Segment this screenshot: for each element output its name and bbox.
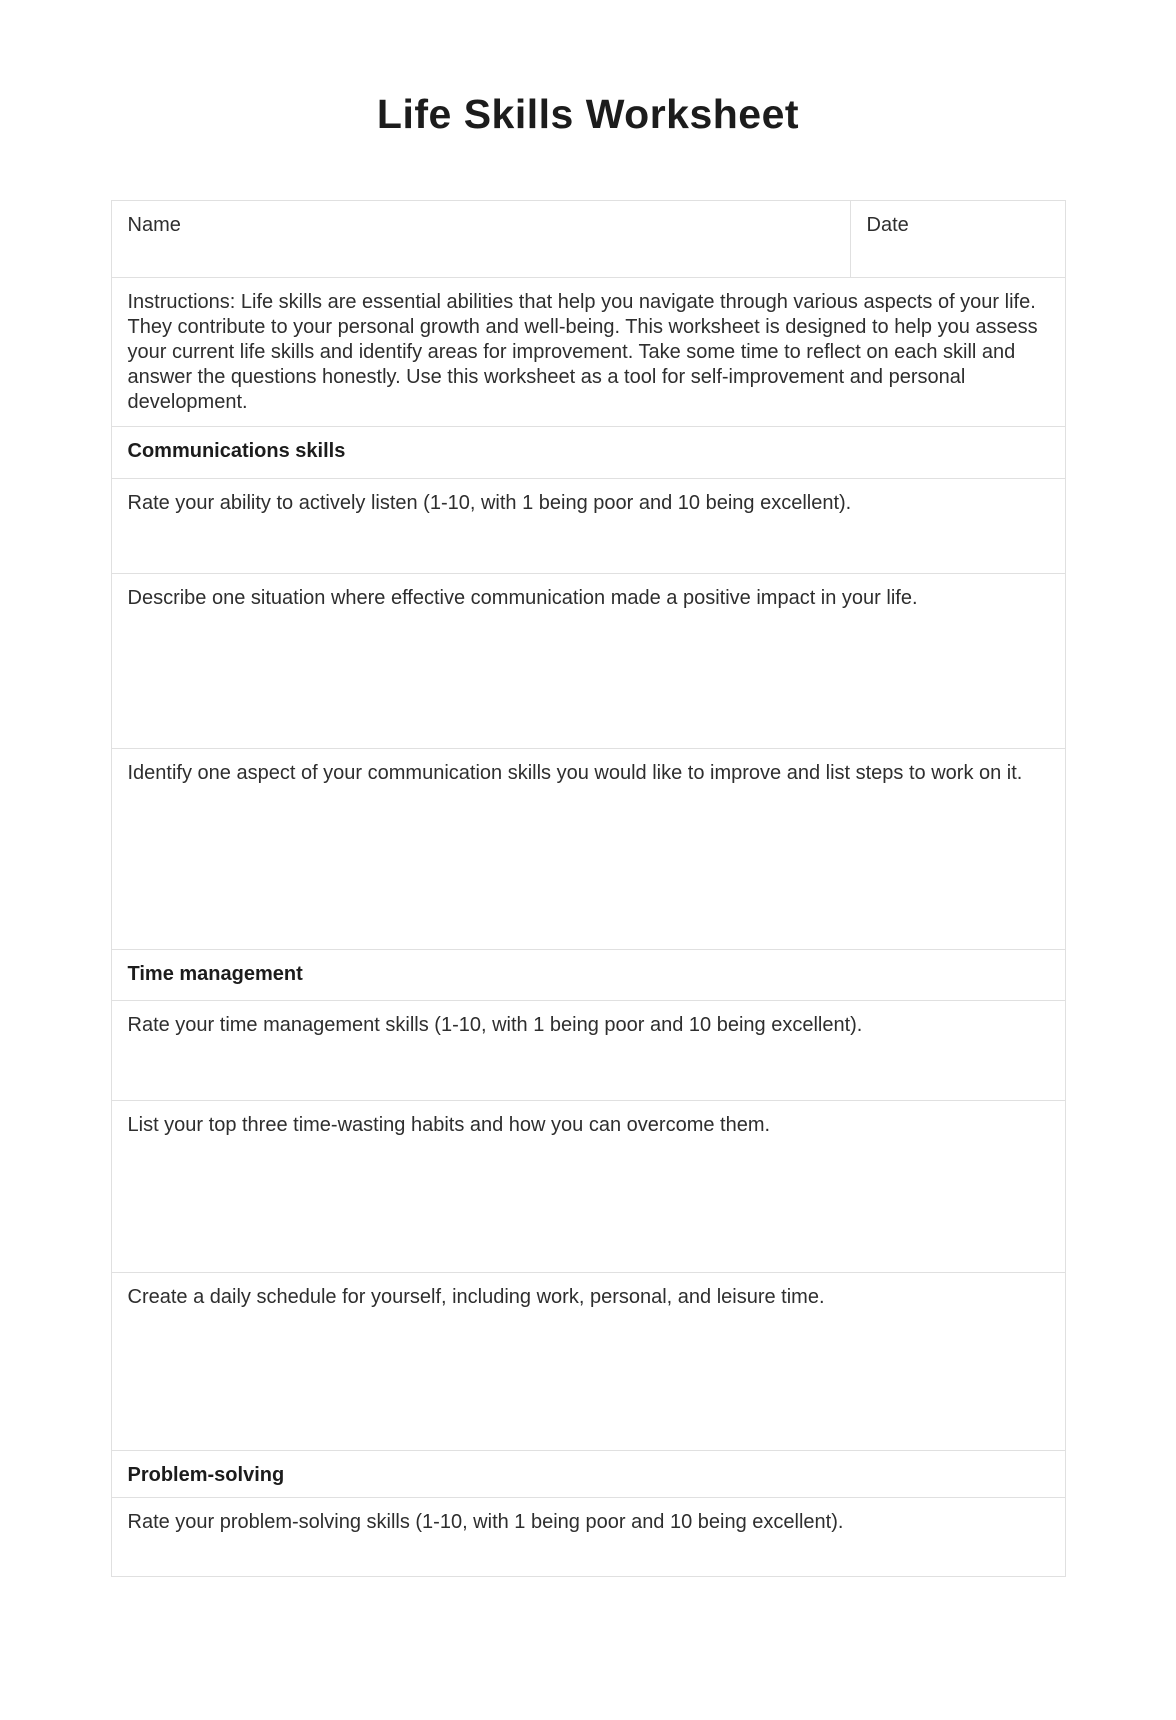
question-row-communication-improve	[112, 749, 1065, 950]
section-header-time-management	[112, 950, 1065, 1001]
answer-space[interactable]	[128, 1310, 1049, 1438]
question-text: Describe one situation where effective communication made a positive impact in your life.	[127, 587, 918, 609]
question-text: List your top three time-wasting habits and how you can overcome them.	[127, 1114, 771, 1136]
name-label: Name	[127, 214, 181, 236]
question-text: Rate your problem-solving skills (1-10, with 1 being poor and 10 being excellent).	[127, 1511, 844, 1533]
question-text: Rate your time management skills (1-10, with 1 being poor and 10 being excellent).	[127, 1014, 863, 1036]
answer-space[interactable]	[128, 611, 1049, 736]
question-row-rate-problem-solving	[112, 1498, 1065, 1576]
worksheet-page	[0, 90, 1176, 1577]
section-heading: Time management	[127, 963, 303, 985]
name-date-row	[112, 201, 1065, 278]
section-header-communications-skills	[112, 427, 1065, 479]
question-row-rate-time-management	[112, 1001, 1065, 1101]
answer-space[interactable]	[128, 516, 1049, 561]
answer-space[interactable]	[128, 1535, 1049, 1564]
date-write-in-area[interactable]	[867, 238, 1049, 265]
question-text: Create a daily schedule for yourself, including work, personal, and leisure time.	[127, 1286, 825, 1308]
answer-space[interactable]	[128, 786, 1049, 937]
name-write-in-area[interactable]	[128, 238, 834, 265]
answer-space[interactable]	[128, 1038, 1049, 1088]
section-heading: Problem-solving	[127, 1464, 285, 1486]
instructions-text: Instructions: Life skills are essential abilities that help you navigate through various aspects of your life. They contribute to your personal growth and well-being. This worksheet is designed to help you assess your current life skills and identify areas for improvement. Take some time to reflect on each skill and answer the questions honestly. Use this worksheet as a tool for self-improvement and personal development.	[127, 291, 1038, 413]
date-label: Date	[866, 214, 909, 236]
section-heading: Communications skills	[127, 440, 346, 462]
question-row-rate-listening	[112, 479, 1065, 574]
section-header-problem-solving	[112, 1451, 1065, 1498]
answer-space[interactable]	[128, 1138, 1049, 1260]
date-field[interactable]	[851, 201, 1065, 277]
instructions-row	[112, 278, 1065, 427]
name-field[interactable]	[112, 201, 851, 277]
question-row-time-wasting-habits	[112, 1101, 1065, 1273]
page-title: Life Skills Worksheet	[376, 91, 800, 137]
question-row-daily-schedule	[112, 1273, 1065, 1451]
question-text: Rate your ability to actively listen (1-10, with 1 being poor and 10 being excellent).	[127, 492, 852, 514]
question-row-communication-situation	[112, 574, 1065, 749]
question-text: Identify one aspect of your communication skills you would like to improve and list steps to work on it.	[127, 762, 1023, 784]
worksheet-table	[111, 200, 1066, 1577]
